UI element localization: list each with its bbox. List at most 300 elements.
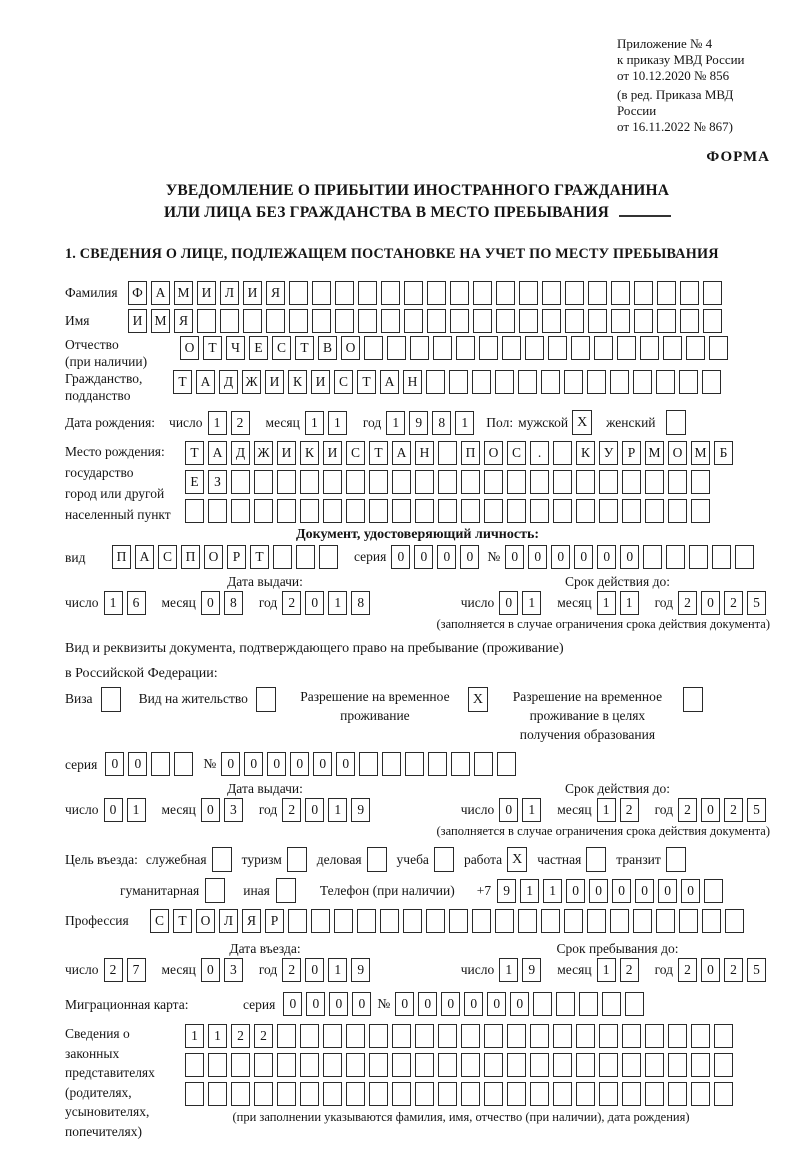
char-box[interactable]: 1 [499,958,518,982]
char-box[interactable] [668,1024,687,1048]
char-box[interactable] [714,1053,733,1077]
char-box[interactable] [472,909,491,933]
char-box[interactable]: 8 [432,411,451,435]
char-box[interactable] [599,1053,618,1077]
char-box[interactable]: 0 [589,879,608,903]
char-box[interactable]: 0 [612,879,631,903]
char-box[interactable]: Р [227,545,246,569]
char-box[interactable]: С [158,545,177,569]
char-box[interactable] [541,370,560,394]
char-box[interactable] [300,499,319,523]
purpose-humanitarian-checkbox[interactable] [205,878,225,903]
char-box[interactable] [346,1053,365,1077]
sex-male-checkbox[interactable]: X [572,410,592,435]
char-box[interactable]: Р [265,909,284,933]
char-box[interactable]: Т [173,370,192,394]
char-box[interactable] [358,281,377,305]
char-box[interactable] [231,499,250,523]
char-box[interactable] [714,1024,733,1048]
char-box[interactable]: Т [185,441,204,465]
char-box[interactable]: Т [203,336,222,360]
char-box[interactable] [323,499,342,523]
char-box[interactable]: 0 [305,798,324,822]
char-box[interactable]: О [196,909,215,933]
char-box[interactable] [438,441,457,465]
char-box[interactable] [507,1024,526,1048]
char-box[interactable] [438,1082,457,1106]
char-box[interactable] [415,1082,434,1106]
char-box[interactable] [357,909,376,933]
char-box[interactable] [518,909,537,933]
char-box[interactable] [346,1082,365,1106]
char-box[interactable]: С [334,370,353,394]
char-box[interactable]: Т [369,441,388,465]
char-box[interactable]: 0 [267,752,286,776]
char-box[interactable]: 0 [391,545,410,569]
char-box[interactable] [392,1053,411,1077]
char-box[interactable]: М [691,441,710,465]
char-box[interactable] [645,499,664,523]
visa-checkbox[interactable] [101,687,121,712]
char-box[interactable] [472,370,491,394]
char-box[interactable] [587,909,606,933]
char-box[interactable] [625,992,644,1016]
char-box[interactable] [369,1053,388,1077]
char-box[interactable] [553,499,572,523]
char-box[interactable] [689,545,708,569]
char-box[interactable] [703,309,722,333]
char-box[interactable] [553,470,572,494]
char-box[interactable] [364,336,383,360]
char-box[interactable] [426,370,445,394]
char-box[interactable] [530,1024,549,1048]
char-box[interactable]: А [196,370,215,394]
char-box[interactable] [473,281,492,305]
char-box[interactable]: С [150,909,169,933]
char-box[interactable]: П [181,545,200,569]
char-box[interactable] [602,992,621,1016]
sex-female-checkbox[interactable] [666,410,686,435]
char-box[interactable]: 2 [724,958,743,982]
char-box[interactable] [691,1024,710,1048]
char-box[interactable] [735,545,754,569]
char-box[interactable]: О [204,545,223,569]
char-box[interactable]: Ж [254,441,273,465]
char-box[interactable]: 0 [701,958,720,982]
char-box[interactable] [208,1053,227,1077]
char-box[interactable] [254,1082,273,1106]
char-box[interactable]: 1 [386,411,405,435]
char-box[interactable]: У [599,441,618,465]
char-box[interactable]: 0 [105,752,124,776]
char-box[interactable] [346,470,365,494]
char-box[interactable] [449,909,468,933]
char-box[interactable]: 2 [282,798,301,822]
char-box[interactable] [496,309,515,333]
char-box[interactable] [622,1024,641,1048]
char-box[interactable] [403,909,422,933]
char-box[interactable]: К [576,441,595,465]
char-box[interactable]: З [208,470,227,494]
char-box[interactable]: 1 [208,411,227,435]
char-box[interactable]: С [346,441,365,465]
char-box[interactable] [300,470,319,494]
char-box[interactable] [576,1024,595,1048]
purpose-study-checkbox[interactable] [434,847,454,872]
char-box[interactable] [548,336,567,360]
temp-residence-education-checkbox[interactable] [683,687,703,712]
char-box[interactable] [231,1082,250,1106]
char-box[interactable] [428,752,447,776]
char-box[interactable]: 0 [464,992,483,1016]
char-box[interactable] [484,1053,503,1077]
char-box[interactable]: 1 [104,591,123,615]
purpose-work-checkbox[interactable]: X [507,847,527,872]
char-box[interactable] [415,1024,434,1048]
char-box[interactable]: 0 [201,958,220,982]
char-box[interactable]: 1 [522,798,541,822]
char-box[interactable]: 0 [414,545,433,569]
char-box[interactable] [450,309,469,333]
char-box[interactable] [634,309,653,333]
char-box[interactable] [542,309,561,333]
char-box[interactable]: 0 [635,879,654,903]
char-box[interactable]: 0 [329,992,348,1016]
char-box[interactable] [611,281,630,305]
char-box[interactable] [277,1082,296,1106]
char-box[interactable]: А [380,370,399,394]
char-box[interactable]: В [318,336,337,360]
char-box[interactable]: 0 [597,545,616,569]
char-box[interactable]: 0 [658,879,677,903]
char-box[interactable]: Ф [128,281,147,305]
char-box[interactable] [474,752,493,776]
char-box[interactable]: 0 [510,992,529,1016]
char-box[interactable]: П [461,441,480,465]
char-box[interactable] [451,752,470,776]
char-box[interactable] [656,909,675,933]
char-box[interactable] [300,1082,319,1106]
char-box[interactable]: 0 [305,591,324,615]
char-box[interactable] [599,499,618,523]
char-box[interactable] [323,1053,342,1077]
char-box[interactable]: О [668,441,687,465]
char-box[interactable]: А [392,441,411,465]
char-box[interactable]: 0 [395,992,414,1016]
char-box[interactable] [703,281,722,305]
char-box[interactable] [643,545,662,569]
char-box[interactable] [587,370,606,394]
char-box[interactable] [553,1024,572,1048]
char-box[interactable]: 2 [678,798,697,822]
char-box[interactable] [645,470,664,494]
char-box[interactable] [243,309,262,333]
char-box[interactable]: 0 [290,752,309,776]
char-box[interactable]: Б [714,441,733,465]
char-box[interactable]: 9 [351,798,370,822]
char-box[interactable]: 9 [351,958,370,982]
char-box[interactable]: 1 [328,411,347,435]
char-box[interactable] [382,752,401,776]
char-box[interactable]: 1 [328,591,347,615]
char-box[interactable] [346,499,365,523]
char-box[interactable]: 2 [678,591,697,615]
char-box[interactable]: Т [357,370,376,394]
char-box[interactable] [479,336,498,360]
char-box[interactable] [702,370,721,394]
char-box[interactable] [311,909,330,933]
char-box[interactable] [461,499,480,523]
char-box[interactable]: 5 [747,591,766,615]
char-box[interactable] [645,1053,664,1077]
char-box[interactable] [346,1024,365,1048]
char-box[interactable] [530,470,549,494]
char-box[interactable]: 0 [352,992,371,1016]
char-box[interactable]: Я [242,909,261,933]
char-box[interactable] [473,309,492,333]
char-box[interactable] [404,309,423,333]
char-box[interactable]: Т [173,909,192,933]
char-box[interactable] [231,470,250,494]
char-box[interactable] [312,281,331,305]
char-box[interactable]: 3 [224,958,243,982]
char-box[interactable] [208,1082,227,1106]
char-box[interactable] [231,1053,250,1077]
char-box[interactable]: 0 [499,591,518,615]
char-box[interactable] [277,499,296,523]
char-box[interactable] [254,1053,273,1077]
char-box[interactable]: О [180,336,199,360]
char-box[interactable]: Т [250,545,269,569]
char-box[interactable]: Н [415,441,434,465]
char-box[interactable]: 1 [305,411,324,435]
char-box[interactable] [461,1082,480,1106]
char-box[interactable] [369,1082,388,1106]
char-box[interactable] [657,281,676,305]
char-box[interactable]: 0 [104,798,123,822]
char-box[interactable]: Т [295,336,314,360]
char-box[interactable] [369,499,388,523]
char-box[interactable] [427,309,446,333]
char-box[interactable] [691,470,710,494]
char-box[interactable] [633,370,652,394]
char-box[interactable]: 6 [127,591,146,615]
char-box[interactable] [319,545,338,569]
char-box[interactable]: Е [185,470,204,494]
char-box[interactable]: 1 [597,798,616,822]
char-box[interactable] [541,909,560,933]
char-box[interactable] [709,336,728,360]
temp-residence-permit-checkbox[interactable]: X [468,687,488,712]
char-box[interactable]: 1 [522,591,541,615]
char-box[interactable]: 0 [336,752,355,776]
char-box[interactable] [666,545,685,569]
char-box[interactable]: 0 [620,545,639,569]
char-box[interactable] [668,1053,687,1077]
char-box[interactable] [622,1082,641,1106]
char-box[interactable]: К [300,441,319,465]
char-box[interactable] [519,281,538,305]
char-box[interactable]: П [112,545,131,569]
char-box[interactable]: Ж [242,370,261,394]
purpose-transit-checkbox[interactable] [666,847,686,872]
char-box[interactable] [277,1024,296,1048]
char-box[interactable]: 1 [328,798,347,822]
purpose-official-checkbox[interactable] [212,847,232,872]
char-box[interactable]: 9 [522,958,541,982]
char-box[interactable] [553,441,572,465]
char-box[interactable] [518,370,537,394]
char-box[interactable] [679,370,698,394]
char-box[interactable]: 0 [221,752,240,776]
char-box[interactable] [277,470,296,494]
char-box[interactable] [208,499,227,523]
char-box[interactable] [686,336,705,360]
char-box[interactable] [456,336,475,360]
char-box[interactable] [680,309,699,333]
char-box[interactable] [427,281,446,305]
char-box[interactable] [323,1082,342,1106]
char-box[interactable]: 1 [328,958,347,982]
char-box[interactable]: 3 [224,798,243,822]
char-box[interactable]: 2 [254,1024,273,1048]
char-box[interactable] [484,470,503,494]
char-box[interactable]: Ч [226,336,245,360]
char-box[interactable] [484,499,503,523]
char-box[interactable] [525,336,544,360]
char-box[interactable] [392,1024,411,1048]
char-box[interactable] [289,281,308,305]
char-box[interactable] [358,309,377,333]
char-box[interactable] [542,281,561,305]
char-box[interactable]: А [151,281,170,305]
char-box[interactable]: 9 [497,879,516,903]
char-box[interactable]: 0 [128,752,147,776]
char-box[interactable] [323,470,342,494]
char-box[interactable] [579,992,598,1016]
char-box[interactable]: 2 [231,1024,250,1048]
char-box[interactable] [657,309,676,333]
char-box[interactable]: Д [219,370,238,394]
char-box[interactable] [289,309,308,333]
char-box[interactable]: 0 [487,992,506,1016]
char-box[interactable] [594,336,613,360]
char-box[interactable] [622,1053,641,1077]
char-box[interactable] [254,470,273,494]
char-box[interactable]: 0 [551,545,570,569]
char-box[interactable] [680,281,699,305]
char-box[interactable]: 2 [620,958,639,982]
char-box[interactable] [496,281,515,305]
char-box[interactable]: С [272,336,291,360]
char-box[interactable]: 5 [747,798,766,822]
char-box[interactable]: И [323,441,342,465]
char-box[interactable]: 0 [437,545,456,569]
char-box[interactable]: 0 [306,992,325,1016]
char-box[interactable] [300,1024,319,1048]
char-box[interactable] [588,281,607,305]
char-box[interactable]: 5 [747,958,766,982]
char-box[interactable]: И [311,370,330,394]
char-box[interactable]: 0 [505,545,524,569]
char-box[interactable]: 2 [231,411,250,435]
char-box[interactable]: О [341,336,360,360]
char-box[interactable] [334,909,353,933]
char-box[interactable] [335,281,354,305]
char-box[interactable]: 9 [409,411,428,435]
char-box[interactable] [507,499,526,523]
char-box[interactable] [273,545,292,569]
char-box[interactable]: 0 [313,752,332,776]
char-box[interactable] [277,1053,296,1077]
char-box[interactable] [617,336,636,360]
char-box[interactable] [530,1082,549,1106]
char-box[interactable] [174,752,193,776]
char-box[interactable] [312,309,331,333]
char-box[interactable] [507,1082,526,1106]
char-box[interactable]: 0 [460,545,479,569]
char-box[interactable] [633,909,652,933]
char-box[interactable] [404,281,423,305]
char-box[interactable] [415,1053,434,1077]
char-box[interactable] [610,909,629,933]
purpose-business-checkbox[interactable] [367,847,387,872]
char-box[interactable]: 7 [127,958,146,982]
char-box[interactable]: 0 [418,992,437,1016]
char-box[interactable]: Л [219,909,238,933]
char-box[interactable]: 1 [208,1024,227,1048]
char-box[interactable]: Я [174,309,193,333]
char-box[interactable] [300,1053,319,1077]
char-box[interactable] [197,309,216,333]
char-box[interactable] [691,499,710,523]
char-box[interactable] [645,1024,664,1048]
char-box[interactable]: Р [622,441,641,465]
char-box[interactable] [415,499,434,523]
char-box[interactable]: 0 [244,752,263,776]
char-box[interactable]: . [530,441,549,465]
char-box[interactable] [576,1082,595,1106]
char-box[interactable] [622,470,641,494]
char-box[interactable] [438,499,457,523]
char-box[interactable]: 2 [724,798,743,822]
char-box[interactable] [714,1082,733,1106]
char-box[interactable] [495,909,514,933]
char-box[interactable]: 0 [574,545,593,569]
char-box[interactable] [663,336,682,360]
char-box[interactable]: Л [220,281,239,305]
char-box[interactable] [392,499,411,523]
char-box[interactable]: С [507,441,526,465]
char-box[interactable] [254,499,273,523]
char-box[interactable] [702,909,721,933]
char-box[interactable] [556,992,575,1016]
char-box[interactable] [433,336,452,360]
char-box[interactable]: 1 [455,411,474,435]
char-box[interactable]: 1 [597,591,616,615]
char-box[interactable]: Я [266,281,285,305]
char-box[interactable] [335,309,354,333]
char-box[interactable]: М [174,281,193,305]
char-box[interactable] [438,1024,457,1048]
char-box[interactable] [484,1024,503,1048]
char-box[interactable] [449,370,468,394]
char-box[interactable] [599,470,618,494]
char-box[interactable] [576,499,595,523]
purpose-other-checkbox[interactable] [276,878,296,903]
char-box[interactable] [392,470,411,494]
char-box[interactable] [519,309,538,333]
